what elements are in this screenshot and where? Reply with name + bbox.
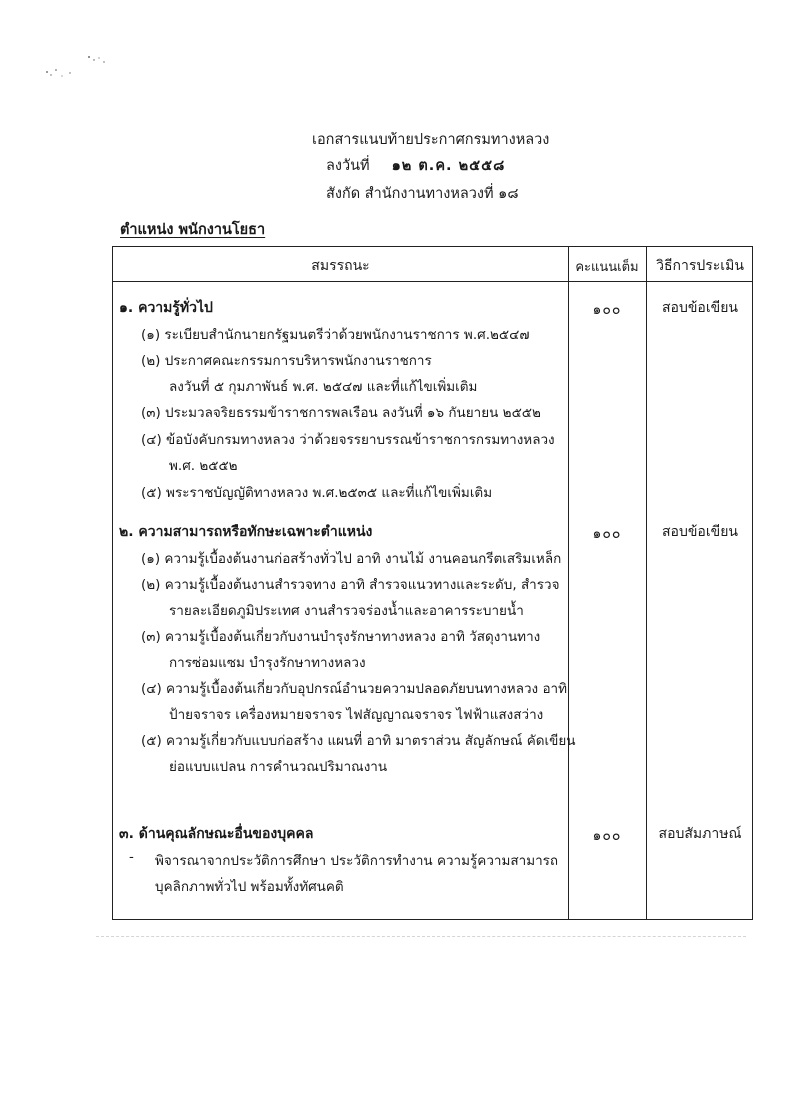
- section-item: (๑) ระเบียบสำนักนายกรัฐมนตรีว่าด้วยพนักงานราชการ พ.ศ.๒๕๔๗: [141, 327, 530, 343]
- section-item: รายละเอียดภูมิประเทศ งานสำรวจร่องน้ำและอาคารระบายน้ำ: [169, 603, 524, 619]
- section-item: (๑) ความรู้เบื้องต้นงานก่อสร้างทั่วไป อาทิ งานไม้ งานคอนกรีตเสริมเหล็ก: [141, 551, 562, 567]
- column-divider: [568, 247, 569, 919]
- section-item: พิจารณาจากประวัติการศึกษา ประวัติการทำงาน ความรู้ความสามารถ: [155, 853, 559, 869]
- section-item: บุคลิกภาพทั่วไป พร้อมทั้งทัศนคติ: [155, 879, 344, 895]
- date-label: ลงวันที่: [326, 158, 370, 174]
- faint-scan-line: [96, 936, 746, 937]
- scan-specks: [42, 52, 122, 82]
- section-title: ๑. ความรู้ทั่วไป: [119, 300, 213, 316]
- section-item: (๔) ข้อบังคับกรมทางหลวง ว่าด้วยจรรยาบรรณข้าราชการกรมทางหลวง: [141, 432, 555, 448]
- header-divider: [113, 281, 752, 282]
- section-item: ย่อแบบแปลน การคำนวณปริมาณงาน: [169, 759, 388, 775]
- section-item: ป้ายจราจร เครื่องหมายจราจร ไฟสัญญาณจราจร ไฟฟ้าแสงสว่าง: [169, 707, 544, 723]
- section-item: การซ่อมแซม บำรุงรักษาทางหลวง: [169, 655, 366, 671]
- competency-table: [112, 246, 753, 920]
- doc-title: เอกสารแนบท้ายประกาศกรมทางหลวง: [312, 132, 550, 148]
- section-title: ๒. ความสามารถหรือทักษะเฉพาะตำแหน่ง: [119, 524, 373, 540]
- doc-affiliation: สังกัด สำนักงานทางหลวงที่ ๑๘: [326, 186, 519, 202]
- section-item: พ.ศ. ๒๕๕๒: [169, 458, 238, 474]
- header-method: วิธีการประเมิน: [656, 258, 744, 274]
- section-item: (๕) ความรู้เกี่ยวกับแบบก่อสร้าง แผนที่ อาทิ มาตราส่วน สัญลักษณ์ คัดเขียน: [141, 733, 576, 749]
- section-item: (๓) ความรู้เบื้องต้นเกี่ยวกับงานบำรุงรักษาทางหลวง อาทิ วัสดุงานทาง: [141, 629, 541, 645]
- section-method: สอบข้อเขียน: [662, 524, 738, 540]
- header-competency: สมรรถนะ: [311, 258, 370, 274]
- section-item: (๔) ความรู้เบื้องต้นเกี่ยวกับอุปกรณ์อำนวยความปลอดภัยบนทางหลวง อาทิ: [141, 681, 568, 697]
- section-item: (๕) พระราชบัญญัติทางหลวง พ.ศ.๒๕๓๕ และที่แก้ไขเพิ่มเติม: [141, 485, 493, 501]
- position-title: ตำแหน่ง พนักงานโยธา: [120, 222, 266, 238]
- date-value: ๑๒ ต.ค. ๒๕๕๘: [391, 158, 506, 174]
- bullet-dash: -: [129, 849, 134, 865]
- section-method: สอบข้อเขียน: [662, 300, 738, 316]
- section-item: ลงวันที่ ๕ กุมภาพันธ์ พ.ศ. ๒๕๔๗ และที่แก้ไขเพิ่มเติม: [169, 379, 478, 395]
- header-full-score: คะแนนเต็ม: [575, 260, 639, 275]
- section-item: (๒) ความรู้เบื้องต้นงานสำรวจทาง อาทิ สำรวจแนวทางและระดับ, สำรวจ: [141, 577, 560, 593]
- section-item: (๓) ประมวลจริยธรรมข้าราชการพลเรือน ลงวันที่ ๑๖ กันยายน ๒๕๕๒: [141, 405, 541, 421]
- section-item: (๒) ประกาศคณะกรรมการบริหารพนักงานราชการ: [141, 353, 432, 369]
- section-score: ๑๐๐: [592, 302, 622, 318]
- doc-date-line: [326, 154, 800, 177]
- section-title: ๓. ด้านคุณลักษณะอื่นของบุคคล: [119, 826, 314, 842]
- column-divider: [646, 247, 647, 919]
- section-method: สอบสัมภาษณ์: [658, 826, 742, 842]
- section-score: ๑๐๐: [592, 828, 622, 844]
- section-score: ๑๐๐: [592, 526, 622, 542]
